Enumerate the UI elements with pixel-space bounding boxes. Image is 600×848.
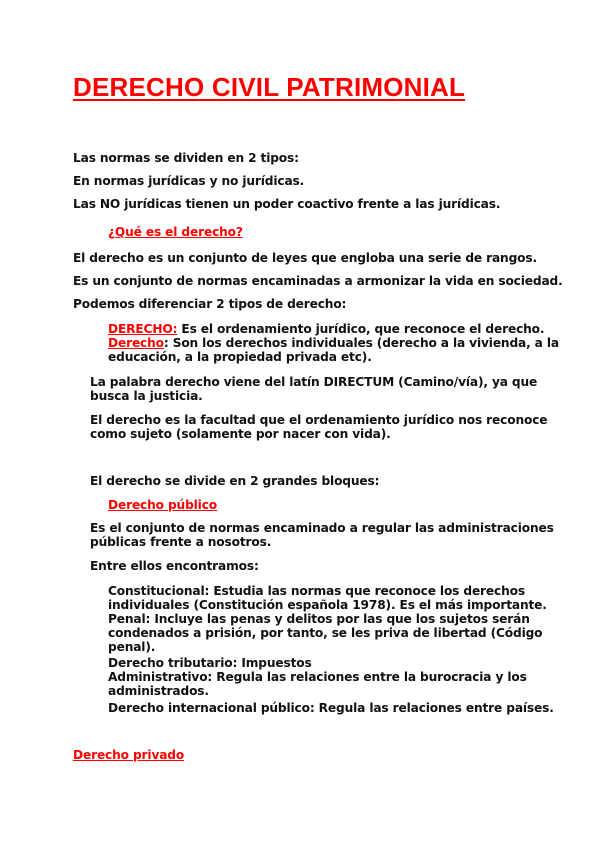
document-title: DERECHO CIVIL PATRIMONIAL <box>73 72 466 102</box>
intro-line: Las normas se dividen en 2 tipos: <box>73 151 299 165</box>
branch-line: Penal: Incluye las penas y delitos por las que los sujetos serán <box>108 612 530 626</box>
definition-line: Podemos diferenciar 2 tipos de derecho: <box>73 297 347 311</box>
etymology-line: La palabra derecho viene del latín DIRECTUM (Camino/vía), ya que <box>90 375 538 389</box>
branch-line: Administrativo: Regula las relaciones entre la burocracia y los <box>108 670 527 684</box>
branch-line: individuales (Constitución española 1978). Es el más importante. <box>108 598 547 612</box>
objective-law-line <box>108 322 544 337</box>
public-law-heading: Derecho público <box>108 498 218 512</box>
etymology-line: busca la justicia. <box>90 389 203 403</box>
branch-line: condenados a prisión, por tanto, se les priva de libertad (Código <box>108 626 543 640</box>
definition-line: Es un conjunto de normas encaminadas a armonizar la vida en sociedad. <box>73 274 563 288</box>
intro-line: En normas jurídicas y no jurídicas. <box>73 174 305 188</box>
branch-line: Constitucional: Estudia las normas que reconoce los derechos <box>108 584 525 598</box>
definition-line: El derecho es un conjunto de leyes que engloba una serie de rangos. <box>73 251 537 265</box>
private-law-heading: Derecho privado <box>73 748 185 762</box>
faculty-line: El derecho es la facultad que el ordenamiento jurídico nos reconoce <box>90 413 548 427</box>
intro-line: Las NO jurídicas tienen un poder coactivo frente a las jurídicas. <box>73 197 501 211</box>
question-heading: ¿Qué es el derecho? <box>108 225 243 239</box>
blocks-intro: El derecho se divide en 2 grandes bloques: <box>90 474 380 488</box>
branch-line: Derecho internacional público: Regula las relaciones entre países. <box>108 701 554 715</box>
among-them-label: Entre ellos encontramos: <box>90 559 259 573</box>
branch-line: administrados. <box>108 684 209 698</box>
subjective-law-term: Derecho <box>108 336 164 350</box>
subjective-law-text-cont: educación, a la propiedad privada etc). <box>108 350 372 364</box>
subjective-law-line <box>108 336 559 351</box>
branch-line: penal). <box>108 640 156 654</box>
public-law-definition: Es el conjunto de normas encaminado a regular las administraciones <box>90 521 554 535</box>
public-law-definition: públicas frente a nosotros. <box>90 535 272 549</box>
objective-law-term: DERECHO: <box>108 322 178 336</box>
branch-line: Derecho tributario: Impuestos <box>108 656 312 670</box>
subjective-law-text: : Son los derechos individuales (derecho a la vivienda, a la <box>163 336 559 350</box>
objective-law-text: Es el ordenamiento jurídico, que reconoce el derecho. <box>177 322 545 336</box>
faculty-line: como sujeto (solamente por nacer con vida). <box>90 427 391 441</box>
